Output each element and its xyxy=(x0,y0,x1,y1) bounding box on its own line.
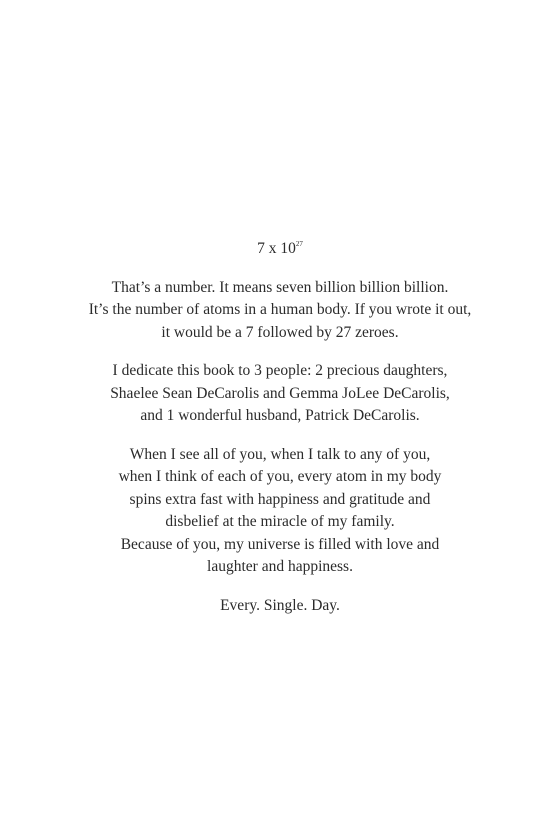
paragraph-number-explanation xyxy=(0,277,560,345)
closing-line: Every. Single. Day. xyxy=(220,596,340,614)
text-line: That’s a number. It means seven billion billion billion. xyxy=(111,278,449,296)
paragraph-dedication xyxy=(0,360,560,428)
text-line: and 1 wonderful husband, Patrick DeCarolis. xyxy=(140,407,420,424)
text-line: spins extra fast with happiness and gratitude and xyxy=(129,490,431,508)
number-heading xyxy=(0,238,560,261)
text-line: Shaelee Sean DeCarolis and Gemma JoLee DeCarolis, xyxy=(110,384,450,402)
text-line: it would be a 7 followed by 27 zeroes. xyxy=(161,323,399,341)
text-line: Because of you, my universe is filled with love and xyxy=(120,535,440,553)
number-heading-base: 7 x 10 xyxy=(257,240,296,257)
text-line: When I see all of you, when I talk to any of you, xyxy=(129,445,431,463)
dedication-text xyxy=(0,238,560,617)
text-line: disbelief at the miracle of my family. xyxy=(165,513,395,530)
text-line: when I think of each of you, every atom in my body xyxy=(118,468,442,485)
text-line: I dedicate this book to 3 people: 2 precious daughters, xyxy=(112,362,448,379)
text-line: laughter and happiness. xyxy=(207,558,353,575)
paragraph-family xyxy=(0,444,560,579)
text-line: It’s the number of atoms in a human body. If you wrote it out, xyxy=(88,301,472,318)
number-heading-exponent: 27 xyxy=(295,240,303,248)
